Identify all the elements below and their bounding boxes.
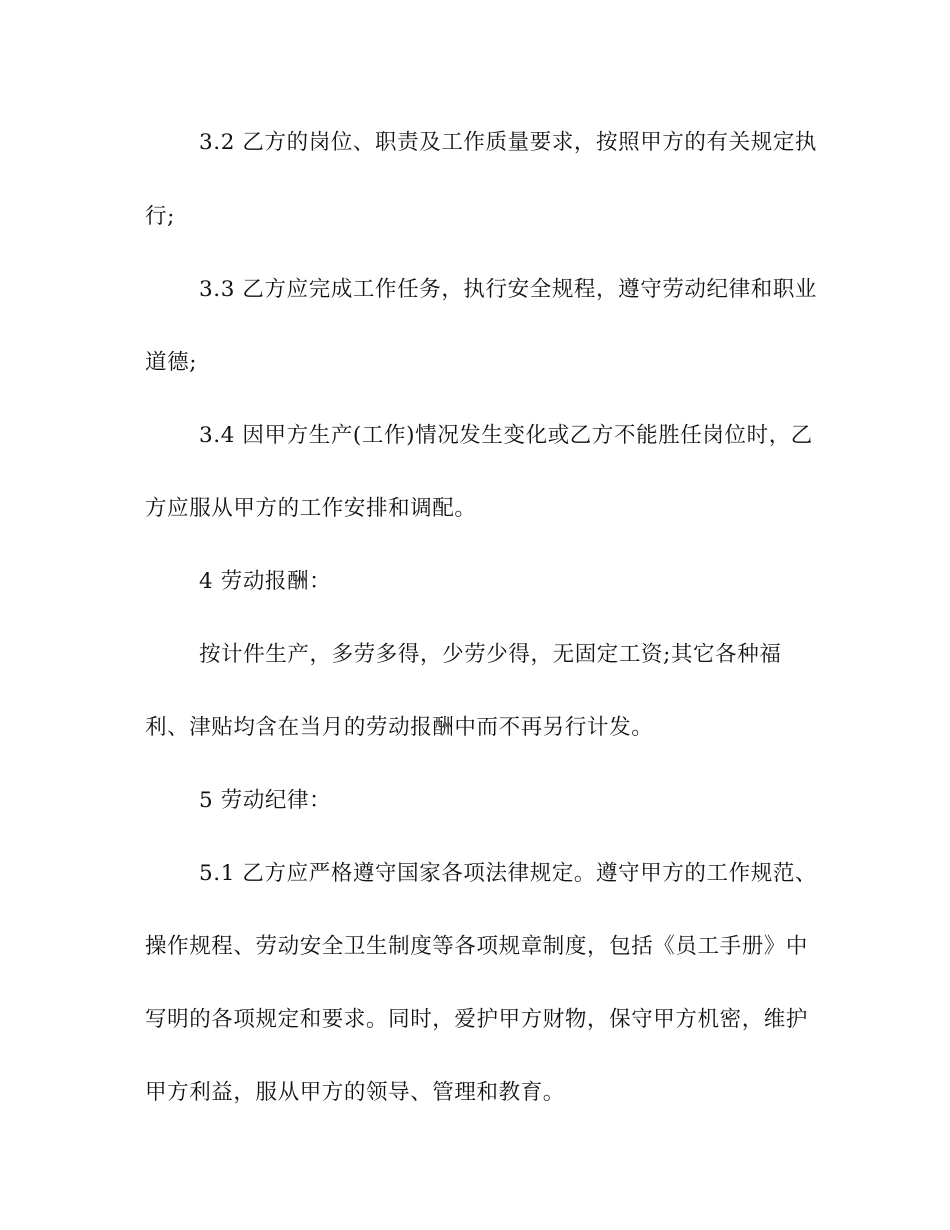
section-4-text-line-1: 按计件生产，多劳多得，少劳少得，无固定工资;其它各种福 — [199, 642, 782, 667]
clause-5-1-line-4: 甲方利益，服从甲方的领导、管理和教育。 — [145, 1080, 565, 1105]
clause-3-3-line-1: 3.3 乙方应完成工作任务，执行安全规程，遵守劳动纪律和职业 — [199, 277, 818, 302]
clause-5-1-line-1: 5.1 乙方应严格遵守国家各项法律规定。遵守甲方的工作规范、 — [199, 861, 818, 886]
section-4-text-line-2: 利、津贴均含在当月的劳动报酬中而不再另行计发。 — [145, 715, 654, 740]
clause-3-4-line-2: 方应服从甲方的工作安排和调配。 — [145, 496, 477, 521]
clause-3-4-line-1: 3.4 因甲方生产(工作)情况发生变化或乙方不能胜任岗位时，乙 — [199, 423, 813, 448]
section-5-heading: 5 劳动纪律： — [199, 788, 332, 813]
clause-3-2-line-2: 行; — [145, 204, 175, 229]
clause-3-3-line-2: 道德; — [145, 350, 198, 375]
clause-3-2-line-1: 3.2 乙方的岗位、职责及工作质量要求，按照甲方的有关规定执 — [199, 130, 818, 155]
clause-5-1-line-2: 操作规程、劳动安全卫生制度等各项规章制度，包括《员工手册》中 — [145, 934, 809, 959]
clause-5-1-line-3: 写明的各项规定和要求。同时，爱护甲方财物，保守甲方机密，维护 — [145, 1007, 809, 1032]
section-4-heading: 4 劳动报酬： — [199, 569, 332, 594]
